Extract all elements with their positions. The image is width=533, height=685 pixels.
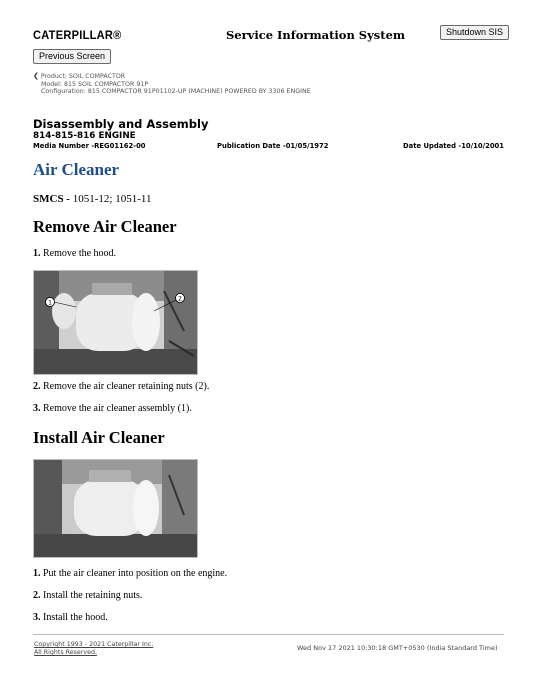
page-title: Service Information System [226,28,406,42]
copyright-line-1[interactable]: Copyright 1993 - 2021 Caterpillar Inc. [34,641,154,648]
step-text: Remove the air cleaner assembly (1). [40,403,192,414]
engine-title: 814-815-816 ENGINE [33,131,136,141]
date-updated: Date Updated -10/10/2001 [403,142,505,150]
step-number: 2. [33,590,41,601]
install-step-1 [33,568,227,579]
main-title: Air Cleaner [33,160,120,179]
step-text: Install the hood. [40,612,108,623]
remove-heading: Remove Air Cleaner [33,217,177,236]
callout-2-label: 2 [178,295,182,303]
product-info [33,73,313,96]
step-text: Remove the hood. [40,248,117,259]
install-step-2 [33,590,142,601]
step-text: Install the retaining nuts. [40,590,143,601]
footer-divider [33,634,504,635]
publication-date: Publication Date -01/05/1972 [217,142,329,150]
caterpillar-logo: CATERPILLAR® [33,28,122,42]
product-line[interactable] [33,73,313,81]
step-number: 2. [33,381,41,392]
callout-1-label: 1 [48,299,52,307]
step-text: Put the air cleaner into position on the engine. [40,568,228,579]
air-cleaner-removal-photo [33,270,198,375]
chevron-left-icon[interactable]: ❮ [33,72,39,80]
remove-step-2 [33,381,209,392]
install-heading: Install Air Cleaner [33,428,165,447]
smcs-label: SMCS - [33,193,73,205]
footer-timestamp: Wed Nov 17 2021 10:30:18 GMT+0530 (India Standard Time) [297,644,498,652]
remove-step-1 [33,248,116,259]
shutdown-sis-button[interactable]: Shutdown SIS [440,25,509,40]
step-number: 1. [33,568,41,579]
smcs-value: 1051-12; 1051-11 [72,193,152,205]
section-title: Disassembly and Assembly [33,117,209,131]
step-text: Remove the air cleaner retaining nuts (2). [40,381,210,392]
air-cleaner-installation-photo [33,459,198,558]
copyright-line-2[interactable]: All Rights Reserved. [34,649,97,656]
step-number: 1. [33,248,41,259]
previous-screen-button[interactable]: Previous Screen [33,49,111,64]
copyright-link[interactable] [34,641,153,657]
smcs-codes [33,193,151,205]
install-step-3 [33,612,108,623]
remove-step-3 [33,403,192,414]
step-number: 3. [33,612,41,623]
media-number: Media Number -REG01162-00 [33,142,146,150]
configuration-line: Configuration: 815 COMPACTOR 91P01102-UP (MACHINE) POWERED BY 3306 ENGINE [41,88,311,96]
model-line: Model: 815 SOIL COMPACTOR 91P [41,80,149,88]
product-text: Product: SOIL COMPACTOR [40,73,126,80]
step-number: 3. [33,403,41,414]
